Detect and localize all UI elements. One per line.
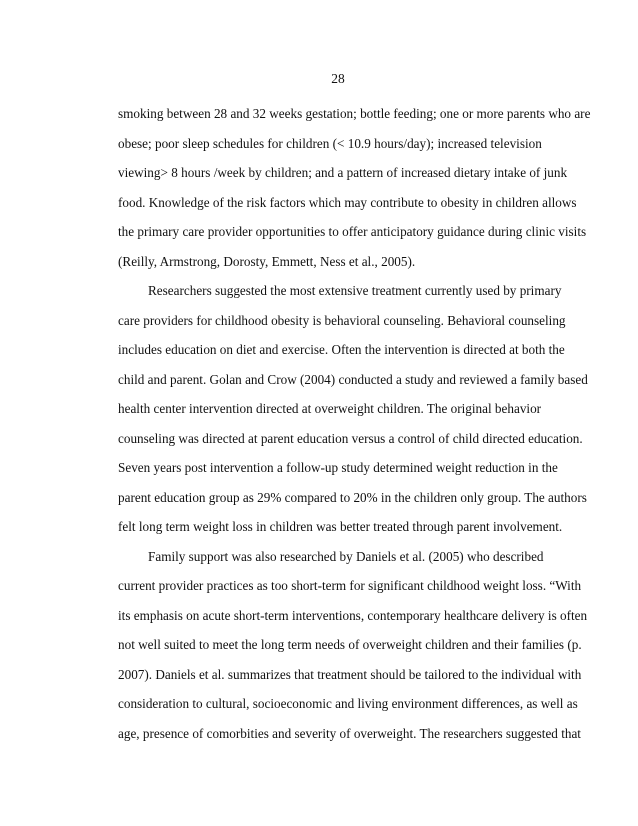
text-line: counseling was directed at parent education versus a control of child directed education. [118, 430, 583, 446]
text-line: not well suited to meet the long term needs of overweight children and their families (p. [118, 637, 582, 652]
text-line: its emphasis on acute short-term interventions, contemporary healthcare delivery is often [118, 607, 588, 623]
page-number: 28 [331, 71, 345, 86]
text-line: Family support was also researched by Daniels et al. (2005) who described [148, 548, 544, 564]
text-line: health center intervention directed at overweight children. The original behavior [118, 401, 542, 416]
text-line: Researchers suggested the most extensive treatment currently used by primary [148, 283, 562, 298]
text-line: felt long term weight loss in children was better treated through parent involvement. [118, 519, 563, 534]
text-line: (Reilly, Armstrong, Dorosty, Emmett, Ness et al., 2005). [118, 253, 416, 269]
text-line: viewing> 8 hours /week by children; and a pattern of increased dietary intake of junk [118, 165, 568, 180]
text-line: consideration to cultural, socioeconomic and living environment differences, as well as [118, 696, 578, 711]
text-line: food. Knowledge of the risk factors which may contribute to obesity in children allows [118, 194, 577, 210]
text-line: 2007). Daniels et al. summarizes that treatment should be tailored to the individual with [118, 666, 582, 682]
text-line: Seven years post intervention a follow-up study determined weight reduction in the [118, 460, 558, 475]
text-line: current provider practices as too short-term for significant childhood weight loss. “With [118, 578, 582, 593]
text-line: care providers for childhood obesity is behavioral counseling. Behavioral counseling [118, 312, 566, 328]
text-line: the primary care provider opportunities to offer anticipatory guidance during clinic visits [118, 224, 587, 239]
text-line: age, presence of comorbities and severity of overweight. The researchers suggested that [118, 725, 581, 741]
text-line: includes education on diet and exercise. Often the intervention is directed at both the [118, 342, 565, 357]
text-line: child and parent. Golan and Crow (2004) conducted a study and reviewed a family based [118, 371, 588, 387]
text-line: parent education group as 29% compared to 20% in the children only group. The authors [118, 489, 587, 505]
text-line: smoking between 28 and 32 weeks gestation; bottle feeding; one or more parents who are [118, 106, 591, 121]
text-line: obese; poor sleep schedules for children (< 10.9 hours/day); increased television [118, 135, 542, 151]
body-text [118, 99, 591, 748]
